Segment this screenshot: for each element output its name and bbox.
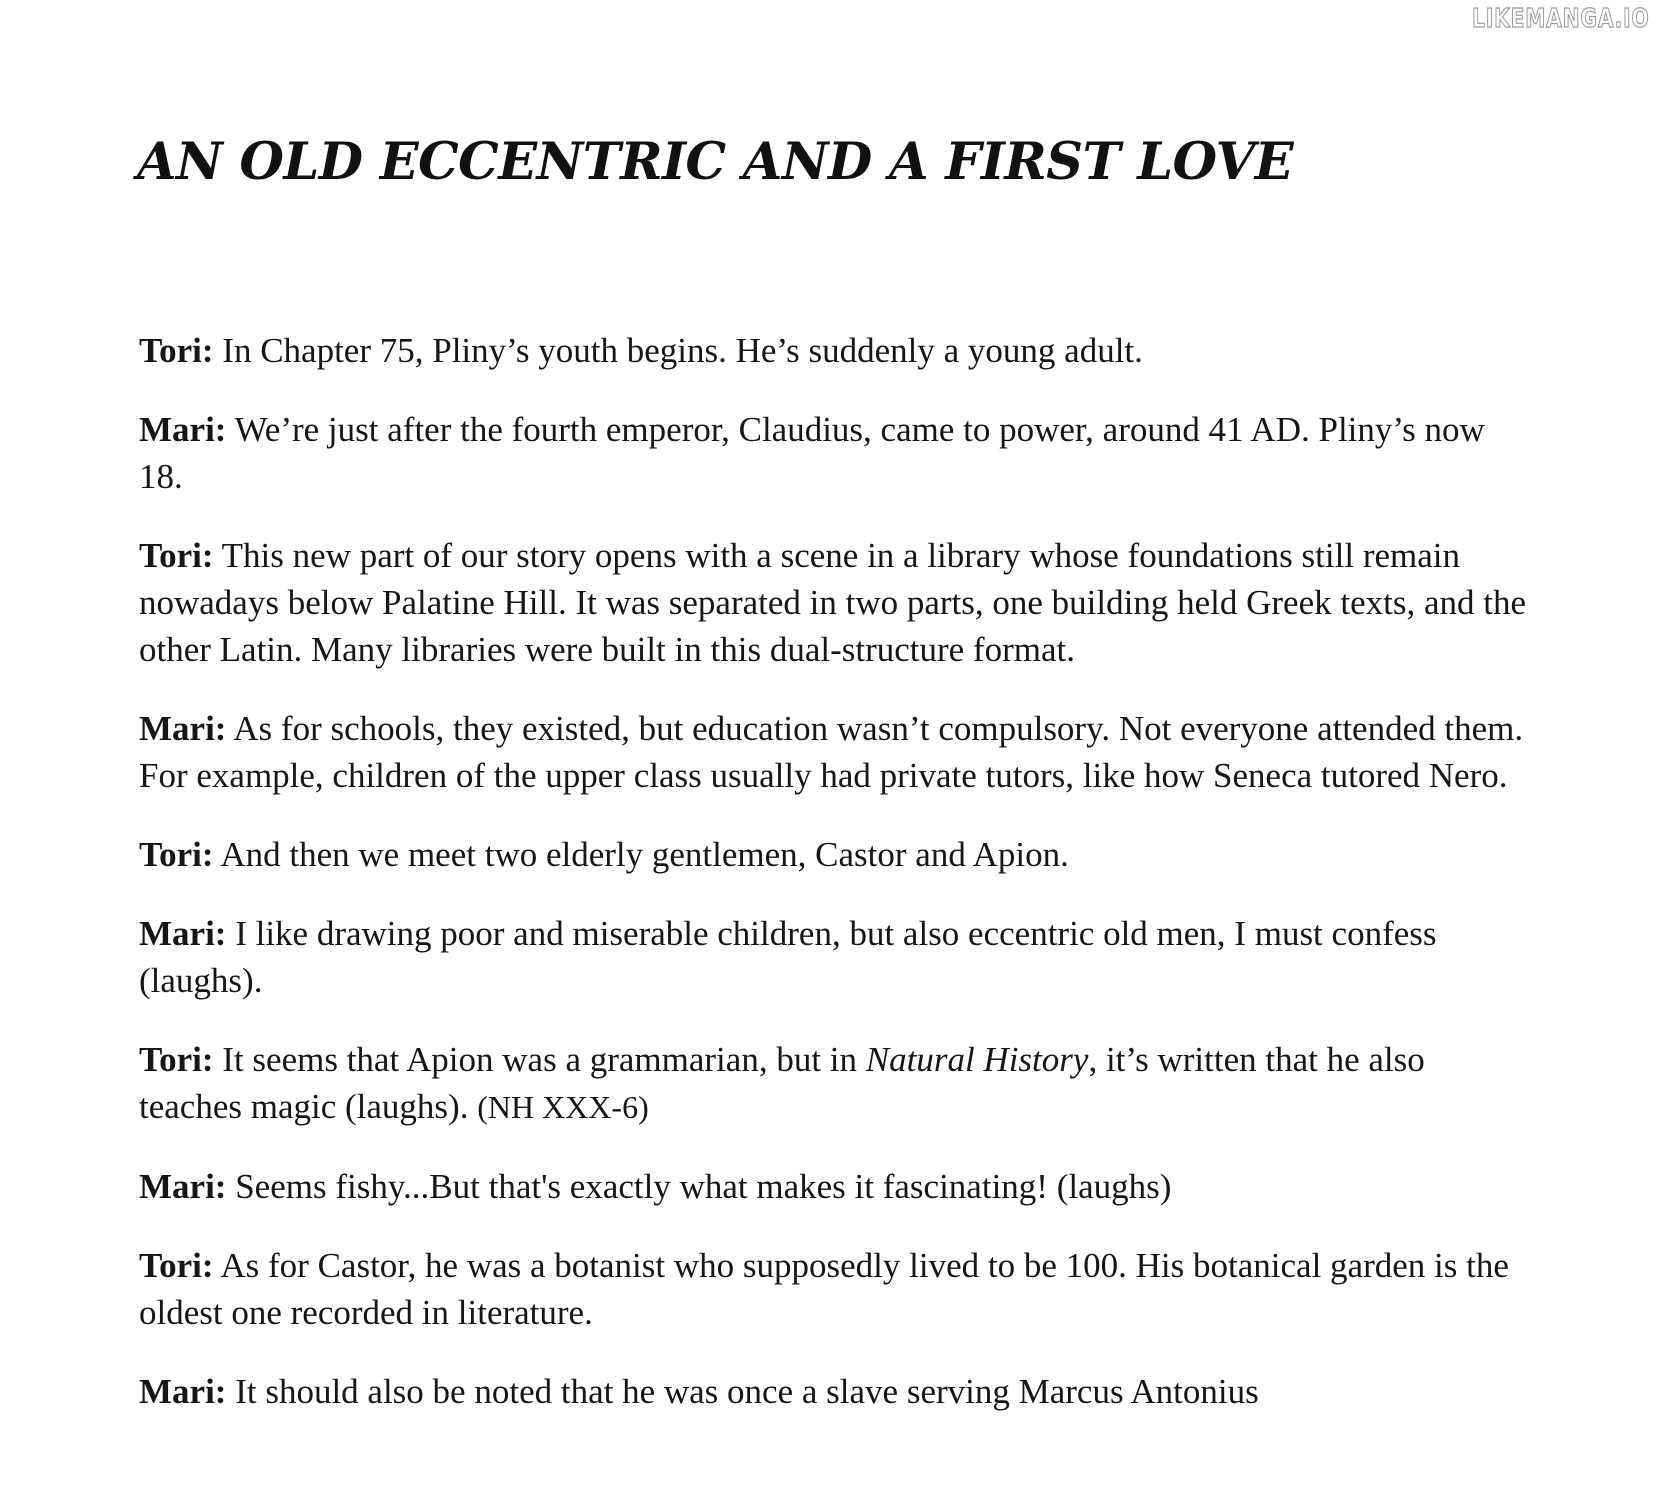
dialogue-paragraph xyxy=(139,831,1529,878)
dialogue-paragraph xyxy=(139,705,1529,799)
dialogue-paragraph xyxy=(139,1368,1529,1415)
dialogue-text: Seems fishy...But that's exactly what makes it fascinating! (laughs) xyxy=(226,1167,1172,1206)
dialogue-paragraph xyxy=(139,1163,1529,1210)
speaker-label: Tori: xyxy=(139,536,214,575)
speaker-label: Tori: xyxy=(139,331,214,370)
site-watermark: LIKEMANGA.IO xyxy=(1472,4,1650,34)
dialogue-text: As for schools, they existed, but education wasn’t compulsory. Not everyone attended them. For example, children of the upper class usually had private tutors, like how Seneca tutored Nero. xyxy=(139,709,1524,795)
dialogue-paragraph xyxy=(139,910,1529,1004)
speaker-label: Tori: xyxy=(139,1246,214,1285)
dialogue-text: We’re just after the fourth emperor, Claudius, came to power, around 41 AD. Pliny’s now 18. xyxy=(139,410,1485,496)
speaker-label: Mari: xyxy=(139,914,227,953)
dialogue-paragraph xyxy=(139,1036,1529,1131)
speaker-label: Mari: xyxy=(139,1167,227,1206)
dialogue-text: As for Castor, he was a botanist who supposedly lived to be 100. His botanical garden is the oldest one recorded in literature. xyxy=(139,1246,1509,1332)
dialogue-text: It should also be noted that he was once a slave serving Marcus Antonius xyxy=(226,1372,1259,1411)
dialogue-text: And then we meet two elderly gentlemen, Castor and Apion. xyxy=(213,835,1069,874)
dialogue-paragraph xyxy=(139,406,1529,500)
dialogue-text: It seems that Apion was a grammarian, but in xyxy=(213,1040,866,1079)
speaker-label: Mari: xyxy=(139,709,227,748)
dialogue-text: In Chapter 75, Pliny’s youth begins. He’s suddenly a young adult. xyxy=(213,331,1143,370)
dialogue-text: I like drawing poor and miserable children, but also eccentric old men, I must confess (laughs). xyxy=(139,914,1437,1000)
dialogue-paragraph xyxy=(139,1242,1529,1336)
dialogue-paragraph xyxy=(139,327,1529,374)
speaker-label: Mari: xyxy=(139,1372,227,1411)
citation: (NH XXX-6) xyxy=(477,1089,649,1125)
dialogue-text: This new part of our story opens with a scene in a library whose foundations still remain nowadays below Palatine Hill. It was separated in two parts, one building held Greek texts, and the other Latin. Many libraries were built in this dual-structure format. xyxy=(139,536,1527,669)
chapter-title: AN OLD ECCENTRIC AND A FIRST LOVE xyxy=(137,132,1294,192)
speaker-label: Tori: xyxy=(139,835,214,874)
dialogue-text: , it’s written that he also teaches magic (laughs). xyxy=(139,1040,1425,1126)
dialogue-body xyxy=(139,327,1529,1447)
book-title-italic: Natural History xyxy=(865,1040,1089,1079)
speaker-label: Mari: xyxy=(139,410,227,449)
dialogue-paragraph xyxy=(139,532,1529,673)
speaker-label: Tori: xyxy=(139,1040,214,1079)
